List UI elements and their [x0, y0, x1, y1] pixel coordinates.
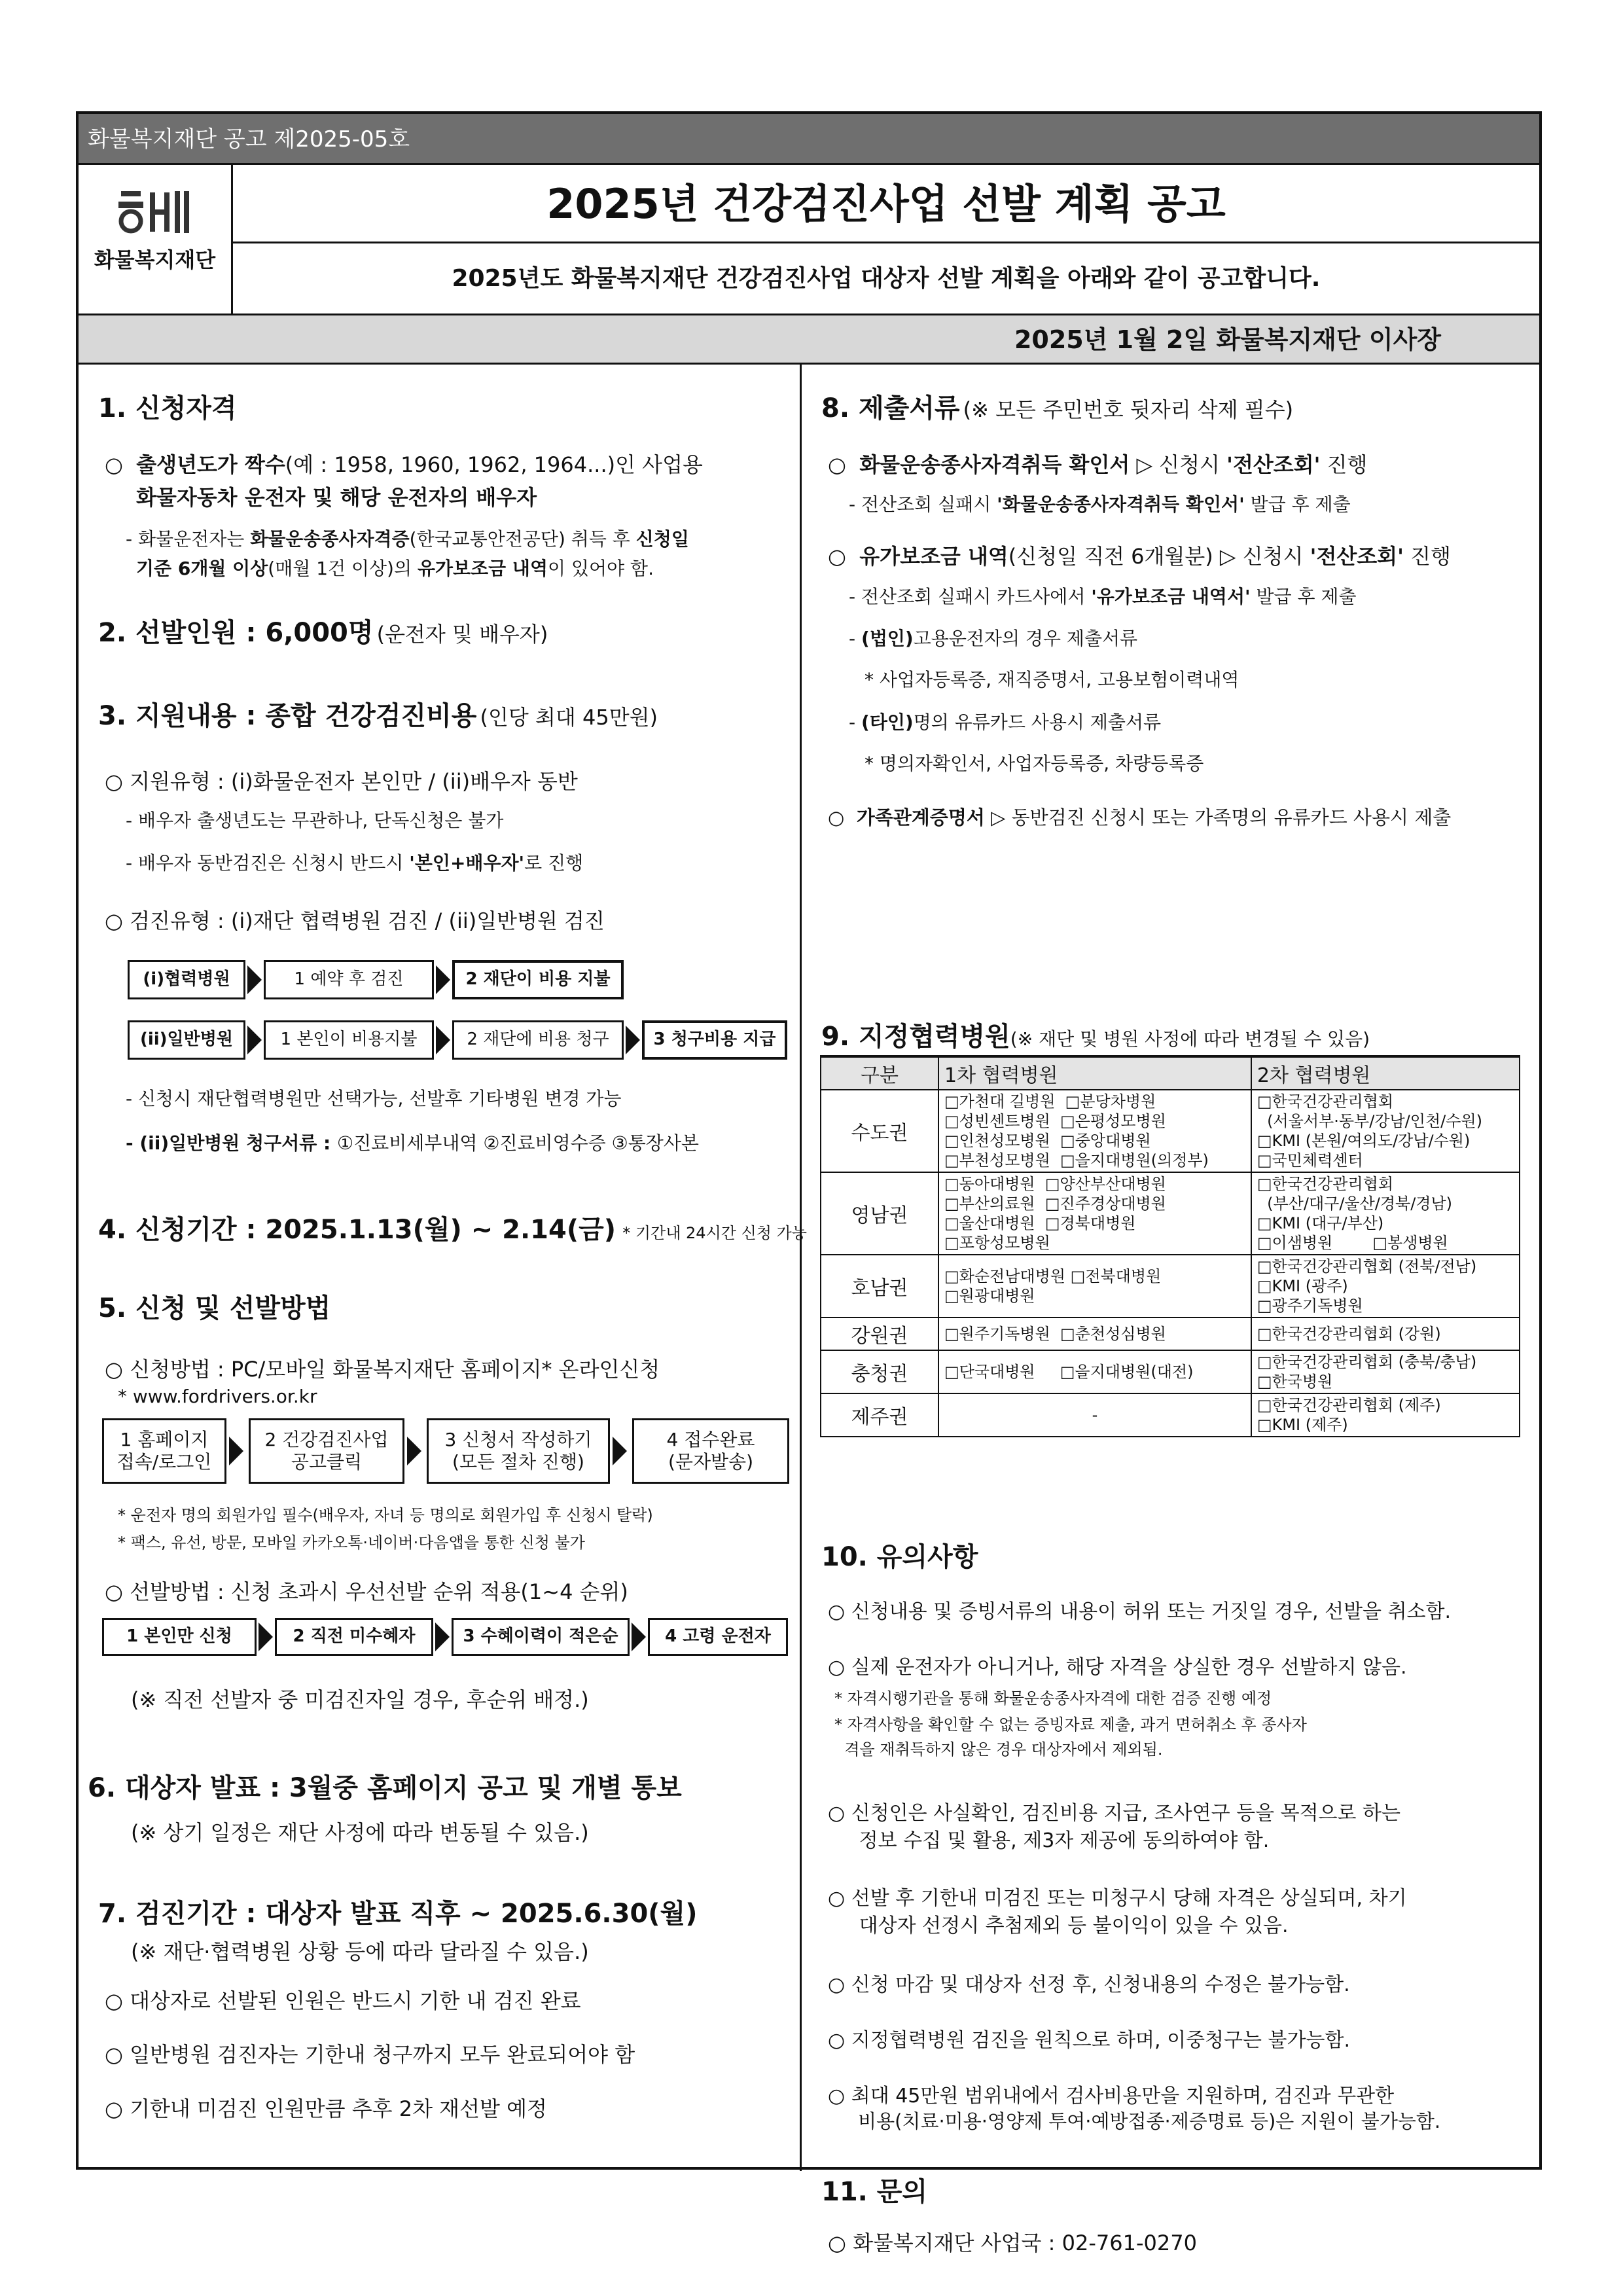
s3-note2b: ①진료비세부내역 ②진료비영수증 ③통장사본 — [337, 1132, 699, 1154]
flow1-step-0: (i)협력병원 — [128, 960, 245, 999]
second-hospitals-cell — [1251, 1393, 1520, 1437]
second-hospitals-cell — [1251, 1350, 1520, 1393]
table-row — [821, 1393, 1520, 1437]
region-cell: 강원권 — [821, 1318, 938, 1350]
priority-3: 3 수혜이력이 적은순 — [452, 1618, 630, 1656]
s10-p1: ○ 신청내용 및 증빙서류의 내용이 허위 또는 거짓일 경우, 선발을 취소함. — [828, 1600, 1452, 1623]
hospital-item: □KMI (본원/여의도/강남/수원) — [1257, 1132, 1471, 1150]
s8-b2c: 발급 후 제출 — [1250, 586, 1357, 607]
hospital-item: □동아대병원 □양산부산대병원 — [944, 1175, 1166, 1193]
hospital-item: □한국건강관리협회 — [1257, 1092, 1394, 1111]
section-8-heading: 8. 제출서류 — [821, 393, 960, 423]
hospital-item: □단국대병원 □을지대병원(대전) — [944, 1363, 1194, 1381]
contact-line: ○ 화물복지재단 사업국 : 02-761-0270 — [828, 2231, 1197, 2255]
s8-b3b: (법인) — [861, 628, 914, 649]
hospital-item: □한국건강관리협회 (강원) — [1257, 1325, 1441, 1343]
first-hospitals-cell — [938, 1090, 1251, 1172]
s1-line2: 화물자동차 운전자 및 해당 운전자의 배우자 — [136, 485, 537, 510]
s8-a2 — [849, 490, 1351, 516]
s10-p3a: ○ 신청인은 사실확인, 검진비용 지급, 조사연구 등을 목적으로 하는 — [828, 1802, 1401, 1825]
s1-l1b: (예 : 1958, 1960, 1962, 1964...)인 사업용 — [285, 452, 703, 477]
hospital-item: (서울서부·동부/강남/인천/수원) — [1257, 1112, 1482, 1130]
section-4-heading: 4. 신청기간 : 2025.1.13(월) ~ 2.14(금) — [98, 1215, 616, 1245]
s8-a2-text: - 전산조회 실패시 — [849, 493, 997, 515]
apply-step-2: 2 건강검진사업 공고클릭 — [249, 1418, 404, 1484]
hospital-item: □한국건강관리협회 — [1257, 1175, 1394, 1193]
s1-l3b: 화물운송종사자격증 — [250, 528, 410, 550]
flow2-step-1: 1 본인이 비용지불 — [264, 1020, 434, 1060]
col-header-first: 1차 협력병원 — [938, 1056, 1251, 1090]
second-hospitals-cell — [1251, 1318, 1520, 1350]
s8-a1c: '전산조회' — [1226, 452, 1321, 477]
s1-l4b: (매월 1건 이상)의 — [268, 558, 418, 579]
s7-bullet1: ○ 대상자로 선발된 인원은 반드시 기한 내 검진 완료 — [105, 1988, 581, 2013]
s8-a1-title: 화물운송종사자격취득 확인서 — [859, 452, 1130, 477]
flow2-step-2: 2 재단에 비용 청구 — [452, 1020, 624, 1060]
s8-b1: ○ 유가보조금 내역(신청일 직전 6개월분) ▷ 신청시 '전산조회' 진행 — [828, 544, 1451, 569]
s4-note: * 기간내 24시간 신청 가능 — [622, 1224, 807, 1242]
region-cell: 충청권 — [821, 1350, 938, 1393]
s8-b5a: - — [849, 711, 862, 733]
table-row — [821, 1350, 1520, 1393]
s7-bullet2: ○ 일반병원 검진자는 기한내 청구까지 모두 완료되어야 함 — [105, 2042, 635, 2067]
section-7-heading: 7. 검진기간 : 대상자 발표 직후 ~ 2025.6.30(월) — [98, 1899, 698, 1929]
apply-arrow-icon — [229, 1437, 243, 1465]
column-divider — [800, 365, 802, 2171]
s5-note1: * 운전자 명의 회원가입 필수(배우자, 자녀 등 명의로 회원가입 후 신청시 탈락) — [118, 1506, 653, 1524]
s7-note: (※ 재단·협력병원 상황 등에 따라 달라질 수 있음.) — [131, 1939, 589, 1964]
s3-type1: ○ 지원유형 : (i)화물운전자 본인만 / (ii)배우자 동반 — [105, 769, 578, 794]
s1-l4c: 유가보조금 내역 — [417, 558, 548, 579]
hospital-item: □가천대 길병원 □분당차병원 — [944, 1092, 1156, 1111]
hospital-item: □한국건강관리협회 (전북/전남) — [1257, 1257, 1477, 1276]
hospital-item: □포항성모병원 — [944, 1234, 1050, 1252]
hospital-item: □성빈센트병원 □은평성모병원 — [944, 1112, 1166, 1130]
s8-b3 — [849, 624, 1137, 651]
priority-arrow-icon — [259, 1623, 273, 1651]
hospital-item: - — [1092, 1406, 1098, 1424]
s10-p2b1: * 자격사항을 확인할 수 없는 증빙자료 제출, 과거 면허취소 후 종사자 — [834, 1715, 1307, 1734]
s8-b5b: (타인) — [861, 711, 914, 733]
apply-step-1: 1 홈페이지 접속/로그인 — [102, 1418, 226, 1484]
s1-l1a: 출생년도가 짝수 — [136, 452, 285, 477]
table-row — [821, 1172, 1520, 1255]
s8-a1: ○ 화물운송종사자격취득 확인서 ▷ 신청시 '전산조회' 진행 — [828, 452, 1368, 477]
flow1-arrow-icon — [436, 965, 450, 994]
apply-arrow-icon — [613, 1437, 627, 1465]
region-cell: 제주권 — [821, 1393, 938, 1437]
s5-select: ○ 선발방법 : 신청 초과시 우선선발 순위 적용(1~4 순위) — [105, 1579, 628, 1604]
s10-p5: ○ 신청 마감 및 대상자 선정 후, 신청내용의 수정은 불가능함. — [828, 1973, 1350, 1996]
section-10-heading: 10. 유의사항 — [821, 1542, 978, 1572]
hospital-table-body — [821, 1090, 1520, 1437]
priority-1: 1 본인만 신청 — [102, 1618, 257, 1656]
flow1-step-2: 2 재단이 비용 지불 — [452, 960, 624, 999]
hospital-item: □KMI (대구/부산) — [1257, 1214, 1384, 1232]
s10-p7a: ○ 최대 45만원 범위내에서 검사비용만을 지원하며, 검진과 무관한 — [828, 2085, 1395, 2108]
s6-note: (※ 상기 일정은 재단 사정에 따라 변동될 수 있음.) — [131, 1820, 589, 1845]
flow1-step-1: 1 예약 후 검진 — [264, 960, 434, 999]
s1-l3c: (한국교통안전공단) 취득 후 — [409, 528, 636, 550]
table-row — [821, 1090, 1520, 1172]
s8-b1c: '전산조회' — [1310, 544, 1404, 569]
priority-2: 2 직전 미수혜자 — [275, 1618, 433, 1656]
section-9-heading: 9. 지정협력병원 — [821, 1022, 1010, 1052]
s8-b3a: - — [849, 628, 862, 649]
priority-arrow-icon — [632, 1623, 646, 1651]
section-1-heading: 1. 신청자격 — [98, 393, 237, 423]
s10-p4a: ○ 선발 후 기한내 미검진 또는 미청구시 당해 자격은 상실되며, 차기 — [828, 1887, 1407, 1910]
logo — [79, 165, 233, 315]
s10-p2: ○ 실제 운전자가 아니거나, 해당 자격을 상실한 경우 선발하지 않음. — [828, 1656, 1407, 1679]
s7-bullet3: ○ 기한내 미검진 인원만큼 추후 2차 재선발 예정 — [105, 2096, 547, 2121]
first-hospitals-cell — [938, 1393, 1251, 1437]
notice-number: 화물복지재단 공고 제2025-05호 — [79, 114, 1539, 165]
priority-4: 4 고령 운전자 — [648, 1618, 788, 1656]
hospital-item: □광주기독병원 — [1257, 1297, 1363, 1315]
first-hospitals-cell — [938, 1172, 1251, 1255]
s1-line4 — [136, 554, 654, 581]
s10-p7b: 비용(치료·미용·영양제 투여·예방접종·제증명료 등)은 지원이 불가능함. — [828, 2110, 1441, 2132]
s1-l4a: 기준 6개월 이상 — [136, 558, 268, 579]
s8-b5 — [849, 708, 1161, 734]
s5-note2: * 팩스, 유선, 방문, 모바일 카카오톡·네이버·다음앱을 통한 신청 불가 — [118, 1534, 585, 1552]
apply-step-4: 4 접수완료 (문자발송) — [632, 1418, 789, 1484]
s5-url[interactable]: * www.fordrivers.or.kr — [118, 1386, 317, 1407]
apply-step-3: 3 신청서 작성하기 (모든 절차 진행) — [427, 1418, 610, 1484]
table-row — [821, 1318, 1520, 1350]
section-3-heading: 3. 지원내용 : 종합 건강검진비용 — [98, 701, 477, 731]
s10-p3b: 정보 수집 및 활용, 제3자 제공에 동의하여야 함. — [828, 1829, 1270, 1852]
page-title: 2025년 건강검진사업 선발 계획 공고 — [233, 165, 1539, 243]
s8-b2b: '유가보조금 내역서' — [1091, 586, 1251, 607]
flow2-arrow-icon — [436, 1026, 450, 1054]
s5-method: ○ 신청방법 : PC/모바일 화물복지재단 홈페이지* 온라인신청 — [105, 1357, 660, 1382]
hospital-item: □울산대병원 □경북대병원 — [944, 1214, 1136, 1232]
hospital-item: □한국건강관리협회 (제주) — [1257, 1396, 1441, 1414]
s8-b2-text: - 전산조회 실패시 카드사에서 — [849, 586, 1092, 607]
foundation-logo-icon — [116, 179, 194, 238]
hospital-item: □화순전남대병원 □전북대병원 — [944, 1267, 1162, 1285]
table-header-row — [821, 1056, 1520, 1090]
hospital-item: □KMI (제주) — [1257, 1416, 1348, 1434]
s3-type1b — [126, 849, 583, 875]
section-6-heading: 6. 대상자 발표 : 3월중 홈페이지 공고 및 개별 통보 — [88, 1773, 682, 1803]
section-2 — [98, 612, 548, 649]
first-hospitals-cell — [938, 1318, 1251, 1350]
hospital-item: □인천성모병원 □중앙대병원 — [944, 1132, 1151, 1150]
s1-l3d: 신청일 — [635, 528, 689, 550]
s3-type1b-text: - 배우자 동반검진은 신청시 반드시 — [126, 852, 410, 874]
section-9 — [821, 1016, 1370, 1053]
s3-type1b-bold: '본인+배우자' — [409, 852, 525, 874]
s2-note: (운전자 및 배우자) — [376, 622, 548, 647]
s8-b5c: 명의 유류카드 사용시 제출서류 — [913, 711, 1162, 733]
col-header-second: 2차 협력병원 — [1251, 1056, 1520, 1090]
s1-line3 — [126, 525, 689, 551]
s3-note2 — [126, 1129, 699, 1155]
second-hospitals-cell — [1251, 1255, 1520, 1318]
flow2-arrow-icon — [626, 1026, 640, 1054]
signature-line: 2025년 1월 2일 화물복지재단 이사장 — [79, 315, 1539, 365]
s8-a2b: '화물운송종사자격취득 확인서' — [997, 493, 1245, 515]
hospital-item: □원주기독병원 □춘천성심병원 — [944, 1325, 1166, 1343]
s1-line1: ○ 출생년도가 짝수(예 : 1958, 1960, 1962, 1964...)인 사업용 — [105, 452, 703, 477]
notice-document — [76, 111, 1542, 2255]
second-hospitals-cell — [1251, 1172, 1520, 1255]
s8-b6: * 명의자확인서, 사업자등록증, 차량등록증 — [865, 753, 1204, 774]
second-hospitals-cell — [1251, 1090, 1520, 1172]
s1-l4d: 이 있어야 함. — [548, 558, 654, 579]
first-hospitals-cell — [938, 1255, 1251, 1318]
hospital-item: □한국병원 — [1257, 1372, 1333, 1391]
s10-p2b2: 격을 재취득하지 않은 경우 대상자에서 제외됨. — [834, 1740, 1163, 1759]
hospital-item: □이샘병원 □봉생병원 — [1257, 1234, 1448, 1252]
s8-b4: * 사업자등록증, 재직증명서, 고용보험이력내역 — [865, 669, 1240, 691]
s8-a1d: 진행 — [1320, 452, 1368, 477]
region-cell: 호남권 — [821, 1255, 938, 1318]
section-2-heading: 2. 선발인원 : 6,000명 — [98, 618, 374, 648]
s3-type1a: - 배우자 출생년도는 무관하나, 단독신청은 불가 — [126, 810, 504, 831]
s5-priority-note: (※ 직전 선발자 중 미검진자일 경우, 후순위 배정.) — [131, 1687, 589, 1712]
s10-p4b: 대상자 선정시 추첨제외 등 불이익이 있을 수 있음. — [828, 1914, 1289, 1937]
s8-b3c: 고용운전자의 경우 제출서류 — [913, 628, 1138, 649]
s8-hnote: (※ 모든 주민번호 뒷자리 삭제 필수) — [963, 397, 1294, 422]
s8-a1b: ▷ 신청시 — [1130, 452, 1227, 477]
flow2-step-3: 3 청구비용 지급 — [642, 1020, 787, 1060]
hospital-item: □원광대병원 — [944, 1287, 1035, 1305]
s8-a2c: 발급 후 제출 — [1244, 493, 1351, 515]
s3-type1b-end: 로 진행 — [524, 852, 584, 874]
section-3 — [98, 695, 658, 732]
apply-arrow-icon — [407, 1437, 421, 1465]
s10-p2a: * 자격시행기관을 통해 화물운송종사자격에 대한 검증 진행 예정 — [834, 1689, 1272, 1708]
hospital-table — [820, 1055, 1520, 1437]
region-cell: 영남권 — [821, 1172, 938, 1255]
s3-type2: ○ 검진유형 : (i)재단 협력병원 검진 / (ii)일반병원 검진 — [105, 908, 605, 933]
section-4 — [98, 1209, 807, 1246]
section-8 — [821, 387, 1293, 425]
s3-note1: - 신청시 재단협력병원만 선택가능, 선발후 기타병원 변경 가능 — [126, 1088, 622, 1109]
s9-hnote: (※ 재단 및 병원 사정에 따라 변경될 수 있음) — [1010, 1028, 1370, 1050]
region-cell: 수도권 — [821, 1090, 938, 1172]
hospital-item: □부천성모병원 □을지대병원(의정부) — [944, 1151, 1209, 1170]
page-subtitle: 2025년도 화물복지재단 건강검진사업 대상자 선발 계획을 아래와 같이 공고합니다. — [233, 243, 1539, 315]
s3-note: (인당 최대 45만원) — [480, 705, 658, 730]
s8-c1: ○ 가족관계증명서 ▷ 동반검진 신청시 또는 가족명의 유류카드 사용시 제출 — [828, 806, 1452, 829]
flow2-step-0: (ii)일반병원 — [128, 1020, 245, 1060]
hospital-item: □KMI (광주) — [1257, 1277, 1348, 1295]
hospital-item: (부산/대구/울산/경북/경남) — [1257, 1194, 1453, 1213]
s10-p6: ○ 지정협력병원 검진을 원칙으로 하며, 이중청구는 불가능함. — [828, 2029, 1350, 2052]
s8-b1-title: 유가보조금 내역 — [859, 544, 1008, 569]
section-11-heading: 11. 문의 — [821, 2177, 928, 2207]
hospital-item: □국민체력센터 — [1257, 1151, 1363, 1170]
s8-c1-title: 가족관계증명서 — [856, 806, 985, 829]
table-row — [821, 1255, 1520, 1318]
s8-b2 — [849, 583, 1357, 609]
s8-b1d: 진행 — [1403, 544, 1451, 569]
s8-c1b: ▷ 동반검진 신청시 또는 가족명의 유류카드 사용시 제출 — [984, 806, 1452, 829]
flow2-arrow-icon — [247, 1026, 262, 1054]
hospital-item: □한국건강관리협회 (충북/충남) — [1257, 1353, 1477, 1371]
col-header-region: 구분 — [821, 1056, 938, 1090]
s1-l3a: - 화물운전자는 — [126, 528, 251, 550]
logo-org-name: 화물복지재단 — [94, 247, 216, 272]
s3-note2a: - (ii)일반병원 청구서류 : — [126, 1132, 337, 1154]
hospital-item: □부산의료원 □진주경상대병원 — [944, 1194, 1166, 1213]
first-hospitals-cell — [938, 1350, 1251, 1393]
priority-arrow-icon — [435, 1623, 450, 1651]
section-5-heading: 5. 신청 및 선발방법 — [98, 1293, 331, 1323]
s8-b1b: (신청일 직전 6개월분) ▷ 신청시 — [1008, 544, 1310, 569]
flow1-arrow-icon — [247, 965, 262, 994]
